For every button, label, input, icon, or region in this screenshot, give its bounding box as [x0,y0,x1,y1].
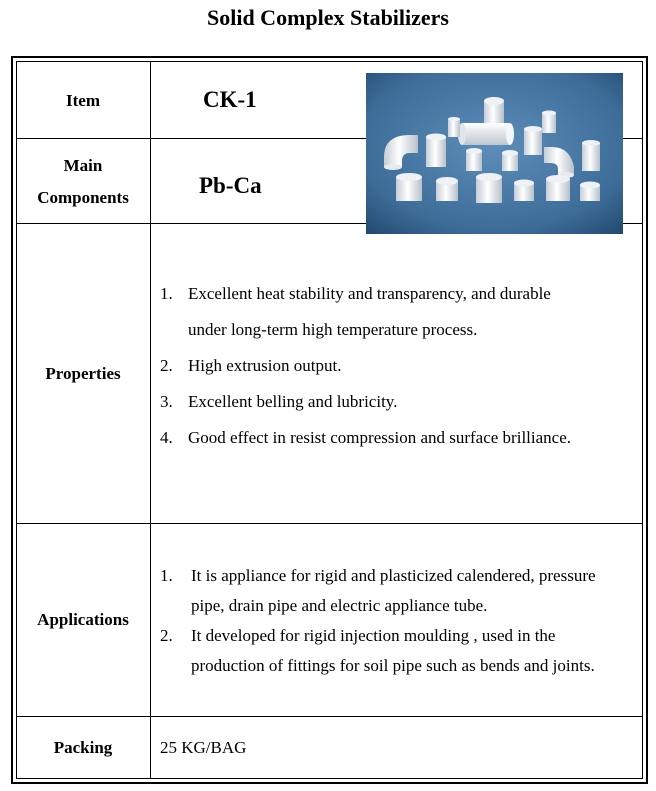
list-number: 3. [160,392,173,411]
list-item [160,621,596,681]
list-item [160,384,571,420]
application-text-continued: pipe, drain pipe and electric appliance tube. [191,596,488,615]
main-components-value: Pb-Ca [199,173,262,198]
list-number: 1. [160,284,173,303]
pvc-pipe-fittings-photo [366,73,623,234]
property-text: Excellent heat stability and transparency, and durable [188,284,551,303]
row-divider [16,716,643,717]
property-text-continued: under long-term high temperature process. [188,320,478,339]
properties-list [160,276,571,456]
packing-label: Packing [53,738,113,757]
column-divider [150,61,151,779]
list-item [160,561,596,621]
list-item [160,348,571,384]
list-item [160,420,571,456]
applications-list [160,561,596,681]
row-divider [16,523,643,524]
list-number: 2. [160,356,173,375]
item-label: Item [66,91,100,110]
item-value: CK-1 [203,87,257,112]
property-text: Good effect in resist compression and surface brilliance. [188,428,571,447]
list-number: 1. [160,566,173,585]
application-text: It is appliance for rigid and plasticized calendered, pressure [191,566,596,585]
properties-label: Properties [45,364,121,383]
property-text: Excellent belling and lubricity. [188,392,398,411]
list-item [160,276,571,348]
packing-value: 25 KG/BAG [160,738,247,757]
property-text: High extrusion output. [188,356,342,375]
list-number: 4. [160,428,173,447]
page-title: Solid Complex Stabilizers [206,5,449,30]
application-text-continued: production of fittings for soil pipe such as bends and joints. [191,656,595,675]
list-number: 2. [160,626,173,645]
main-components-label-line1: Main [63,156,103,175]
application-text: It developed for rigid injection moulding , used in the [191,626,556,645]
applications-label: Applications [37,610,129,629]
main-components-label-line2: Components [37,188,129,207]
